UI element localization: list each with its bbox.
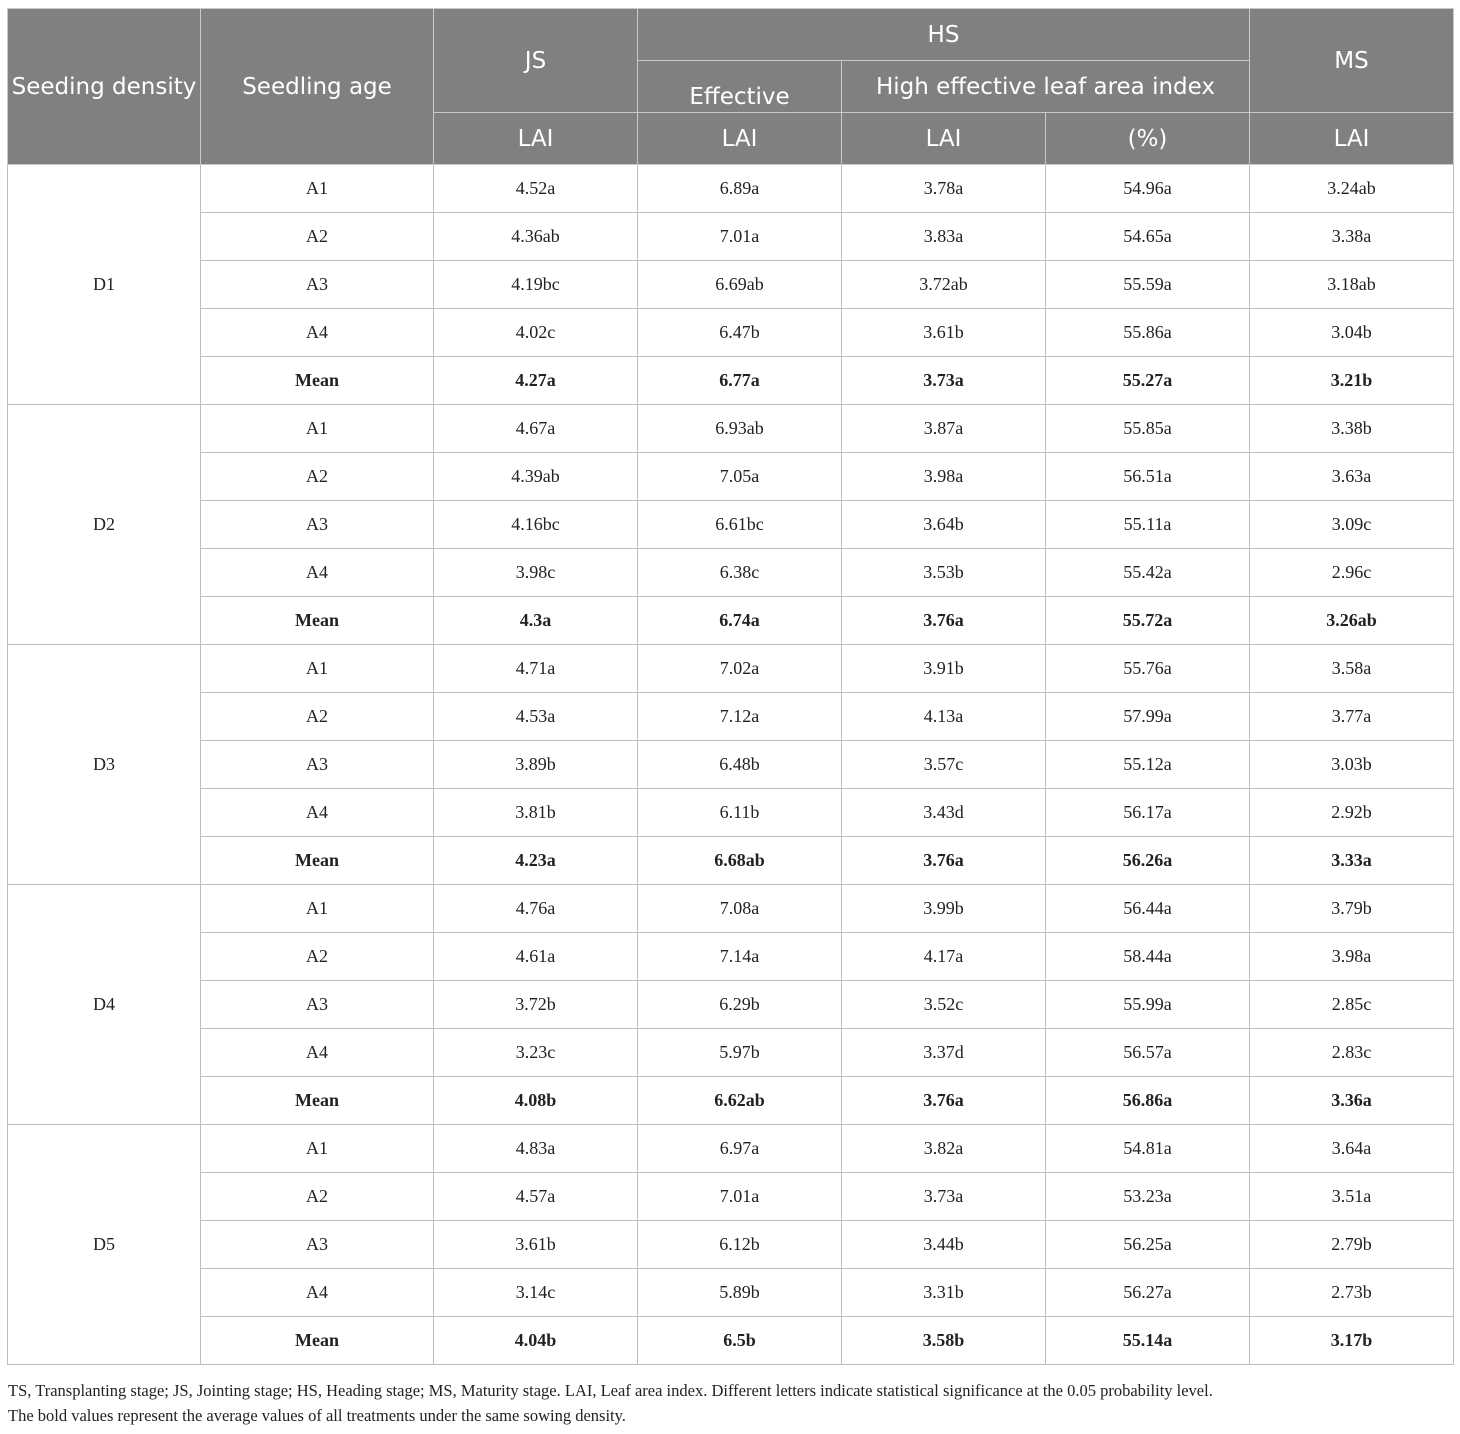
effective-lai-value: 7.14a <box>638 933 842 981</box>
ms-value: 3.24ab <box>1250 165 1454 213</box>
header-lai-ms: LAI <box>1250 113 1454 165</box>
percent-value: 55.86a <box>1046 309 1250 357</box>
seedling-age-cell: A3 <box>201 741 434 789</box>
ms-value: 3.79b <box>1250 885 1454 933</box>
effective-lai-value: 6.61bc <box>638 501 842 549</box>
high-lai-value: 3.58b <box>842 1317 1046 1365</box>
ms-value: 3.77a <box>1250 693 1454 741</box>
table-row <box>8 1125 1454 1173</box>
percent-value: 55.76a <box>1046 645 1250 693</box>
js-value: 4.02c <box>434 309 638 357</box>
table-row <box>8 885 1454 933</box>
seedling-age-cell: A4 <box>201 789 434 837</box>
table-row <box>8 549 1454 597</box>
seedling-age-cell: A1 <box>201 885 434 933</box>
table-row <box>8 1221 1454 1269</box>
percent-value: 53.23a <box>1046 1173 1250 1221</box>
ms-value: 3.51a <box>1250 1173 1454 1221</box>
effective-lai-value: 6.89a <box>638 165 842 213</box>
percent-value: 58.44a <box>1046 933 1250 981</box>
effective-lai-value: 6.11b <box>638 789 842 837</box>
high-lai-value: 3.64b <box>842 501 1046 549</box>
high-lai-value: 3.72ab <box>842 261 1046 309</box>
effective-lai-value: 6.68ab <box>638 837 842 885</box>
effective-lai-value: 7.02a <box>638 645 842 693</box>
effective-lai-value: 6.47b <box>638 309 842 357</box>
seedling-age-cell: Mean <box>201 1317 434 1365</box>
header-percent: (%) <box>1046 113 1250 165</box>
seedling-age-cell: A2 <box>201 213 434 261</box>
js-value: 3.23c <box>434 1029 638 1077</box>
table-header <box>8 9 1454 165</box>
js-value: 3.81b <box>434 789 638 837</box>
effective-lai-value: 7.12a <box>638 693 842 741</box>
percent-value: 55.12a <box>1046 741 1250 789</box>
table-row <box>8 501 1454 549</box>
js-value: 4.16bc <box>434 501 638 549</box>
header-js: JS <box>434 9 638 113</box>
js-value: 4.52a <box>434 165 638 213</box>
high-lai-value: 3.83a <box>842 213 1046 261</box>
effective-lai-value: 6.38c <box>638 549 842 597</box>
js-value: 4.04b <box>434 1317 638 1365</box>
ms-value: 2.79b <box>1250 1221 1454 1269</box>
effective-lai-value: 5.97b <box>638 1029 842 1077</box>
header-hs: HS <box>638 9 1250 61</box>
header-seeding-density: Seeding density <box>8 9 201 165</box>
table-row <box>8 789 1454 837</box>
table-row-mean <box>8 357 1454 405</box>
table-row <box>8 1029 1454 1077</box>
js-value: 3.61b <box>434 1221 638 1269</box>
seedling-age-cell: A3 <box>201 981 434 1029</box>
high-lai-value: 3.76a <box>842 1077 1046 1125</box>
high-lai-value: 3.73a <box>842 357 1046 405</box>
seedling-age-cell: Mean <box>201 357 434 405</box>
table-row <box>8 309 1454 357</box>
high-lai-value: 3.31b <box>842 1269 1046 1317</box>
effective-lai-value: 6.62ab <box>638 1077 842 1125</box>
high-lai-value: 3.53b <box>842 549 1046 597</box>
effective-lai-value: 5.89b <box>638 1269 842 1317</box>
percent-value: 55.14a <box>1046 1317 1250 1365</box>
ms-value: 3.21b <box>1250 357 1454 405</box>
table-row <box>8 693 1454 741</box>
ms-value: 2.96c <box>1250 549 1454 597</box>
seedling-age-cell: Mean <box>201 597 434 645</box>
table-row-mean <box>8 837 1454 885</box>
seedling-age-cell: A1 <box>201 645 434 693</box>
seedling-age-cell: A2 <box>201 693 434 741</box>
high-lai-value: 3.78a <box>842 165 1046 213</box>
header-lai-effective: LAI <box>638 113 842 165</box>
effective-lai-value: 6.69ab <box>638 261 842 309</box>
js-value: 4.36ab <box>434 213 638 261</box>
ms-value: 3.03b <box>1250 741 1454 789</box>
high-lai-value: 3.73a <box>842 1173 1046 1221</box>
js-value: 4.08b <box>434 1077 638 1125</box>
effective-lai-value: 7.01a <box>638 213 842 261</box>
ms-value: 2.83c <box>1250 1029 1454 1077</box>
header-lai-js: LAI <box>434 113 638 165</box>
high-lai-value: 3.91b <box>842 645 1046 693</box>
js-value: 4.19bc <box>434 261 638 309</box>
effective-lai-value: 7.01a <box>638 1173 842 1221</box>
table-row-mean <box>8 1317 1454 1365</box>
ms-value: 3.38b <box>1250 405 1454 453</box>
effective-lai-value: 7.08a <box>638 885 842 933</box>
lai-table <box>7 8 1454 1365</box>
percent-value: 56.25a <box>1046 1221 1250 1269</box>
js-value: 4.67a <box>434 405 638 453</box>
percent-value: 56.86a <box>1046 1077 1250 1125</box>
high-lai-value: 3.98a <box>842 453 1046 501</box>
effective-lai-value: 6.29b <box>638 981 842 1029</box>
high-lai-value: 4.13a <box>842 693 1046 741</box>
seedling-age-cell: A3 <box>201 1221 434 1269</box>
table-body <box>8 165 1454 1365</box>
percent-value: 56.44a <box>1046 885 1250 933</box>
seedling-age-cell: A2 <box>201 933 434 981</box>
ms-value: 2.92b <box>1250 789 1454 837</box>
density-cell: D2 <box>8 405 201 645</box>
high-lai-value: 3.87a <box>842 405 1046 453</box>
table-row <box>8 933 1454 981</box>
table-row <box>8 981 1454 1029</box>
effective-lai-value: 7.05a <box>638 453 842 501</box>
effective-lai-value: 6.97a <box>638 1125 842 1173</box>
footnote-line-2: The bold values represent the average values of all treatments under the same sowing density. <box>8 1406 626 1425</box>
js-value: 4.3a <box>434 597 638 645</box>
percent-value: 55.85a <box>1046 405 1250 453</box>
ms-value: 3.04b <box>1250 309 1454 357</box>
high-lai-value: 3.76a <box>842 837 1046 885</box>
density-cell: D5 <box>8 1125 201 1365</box>
ms-value: 3.33a <box>1250 837 1454 885</box>
footnote-line-1: TS, Transplanting stage; JS, Jointing stage; HS, Heading stage; MS, Maturity stage. LAI, Leaf area index. Different letters indicate statistical significance at the 0.05 probability level. <box>8 1381 1213 1400</box>
seedling-age-cell: Mean <box>201 1077 434 1125</box>
ms-value: 3.63a <box>1250 453 1454 501</box>
high-lai-value: 3.43d <box>842 789 1046 837</box>
ms-value: 2.73b <box>1250 1269 1454 1317</box>
ms-value: 3.58a <box>1250 645 1454 693</box>
table-row <box>8 645 1454 693</box>
seedling-age-cell: Mean <box>201 837 434 885</box>
table-row <box>8 1269 1454 1317</box>
header-ms: MS <box>1250 9 1454 113</box>
percent-value: 54.65a <box>1046 213 1250 261</box>
ms-value: 3.26ab <box>1250 597 1454 645</box>
js-value: 4.71a <box>434 645 638 693</box>
density-cell: D1 <box>8 165 201 405</box>
table-row-mean <box>8 1077 1454 1125</box>
effective-lai-value: 6.12b <box>638 1221 842 1269</box>
header-high-effective: High effective leaf area index <box>842 61 1250 113</box>
seedling-age-cell: A1 <box>201 165 434 213</box>
ms-value: 3.64a <box>1250 1125 1454 1173</box>
seedling-age-cell: A4 <box>201 549 434 597</box>
js-value: 4.27a <box>434 357 638 405</box>
percent-value: 55.59a <box>1046 261 1250 309</box>
js-value: 4.23a <box>434 837 638 885</box>
table-row-mean <box>8 597 1454 645</box>
percent-value: 55.42a <box>1046 549 1250 597</box>
ms-value: 3.18ab <box>1250 261 1454 309</box>
seedling-age-cell: A4 <box>201 1269 434 1317</box>
percent-value: 56.17a <box>1046 789 1250 837</box>
ms-value: 3.98a <box>1250 933 1454 981</box>
seedling-age-cell: A4 <box>201 309 434 357</box>
table-row <box>8 453 1454 501</box>
high-lai-value: 3.37d <box>842 1029 1046 1077</box>
high-lai-value: 3.99b <box>842 885 1046 933</box>
effective-lai-value: 6.48b <box>638 741 842 789</box>
effective-lai-value: 6.74a <box>638 597 842 645</box>
seedling-age-cell: A1 <box>201 1125 434 1173</box>
js-value: 4.39ab <box>434 453 638 501</box>
percent-value: 56.51a <box>1046 453 1250 501</box>
seedling-age-cell: A2 <box>201 1173 434 1221</box>
percent-value: 57.99a <box>1046 693 1250 741</box>
high-lai-value: 3.82a <box>842 1125 1046 1173</box>
table-row <box>8 1173 1454 1221</box>
header-seedling-age: Seedling age <box>201 9 434 165</box>
high-lai-value: 3.44b <box>842 1221 1046 1269</box>
seedling-age-cell: A4 <box>201 1029 434 1077</box>
ms-value: 3.09c <box>1250 501 1454 549</box>
ms-value: 3.38a <box>1250 213 1454 261</box>
effective-lai-value: 6.93ab <box>638 405 842 453</box>
js-value: 4.76a <box>434 885 638 933</box>
effective-lai-value: 6.77a <box>638 357 842 405</box>
js-value: 3.89b <box>434 741 638 789</box>
table-row <box>8 213 1454 261</box>
js-value: 3.98c <box>434 549 638 597</box>
percent-value: 56.26a <box>1046 837 1250 885</box>
js-value: 4.61a <box>434 933 638 981</box>
ms-value: 3.17b <box>1250 1317 1454 1365</box>
density-cell: D4 <box>8 885 201 1125</box>
js-value: 4.83a <box>434 1125 638 1173</box>
header-lai-high: LAI <box>842 113 1046 165</box>
js-value: 4.53a <box>434 693 638 741</box>
high-lai-value: 3.61b <box>842 309 1046 357</box>
high-lai-value: 3.52c <box>842 981 1046 1029</box>
header-effective: Effective <box>638 61 842 113</box>
js-value: 3.72b <box>434 981 638 1029</box>
effective-lai-value: 6.5b <box>638 1317 842 1365</box>
table-row <box>8 165 1454 213</box>
density-cell: D3 <box>8 645 201 885</box>
table-row <box>8 405 1454 453</box>
table-footnote <box>8 1378 1448 1428</box>
percent-value: 56.27a <box>1046 1269 1250 1317</box>
percent-value: 54.81a <box>1046 1125 1250 1173</box>
high-lai-value: 3.57c <box>842 741 1046 789</box>
percent-value: 56.57a <box>1046 1029 1250 1077</box>
percent-value: 55.11a <box>1046 501 1250 549</box>
seedling-age-cell: A3 <box>201 261 434 309</box>
percent-value: 55.27a <box>1046 357 1250 405</box>
js-value: 4.57a <box>434 1173 638 1221</box>
table-row <box>8 741 1454 789</box>
percent-value: 54.96a <box>1046 165 1250 213</box>
table-row <box>8 261 1454 309</box>
ms-value: 3.36a <box>1250 1077 1454 1125</box>
seedling-age-cell: A3 <box>201 501 434 549</box>
ms-value: 2.85c <box>1250 981 1454 1029</box>
seedling-age-cell: A2 <box>201 453 434 501</box>
seedling-age-cell: A1 <box>201 405 434 453</box>
js-value: 3.14c <box>434 1269 638 1317</box>
percent-value: 55.99a <box>1046 981 1250 1029</box>
percent-value: 55.72a <box>1046 597 1250 645</box>
high-lai-value: 3.76a <box>842 597 1046 645</box>
high-lai-value: 4.17a <box>842 933 1046 981</box>
